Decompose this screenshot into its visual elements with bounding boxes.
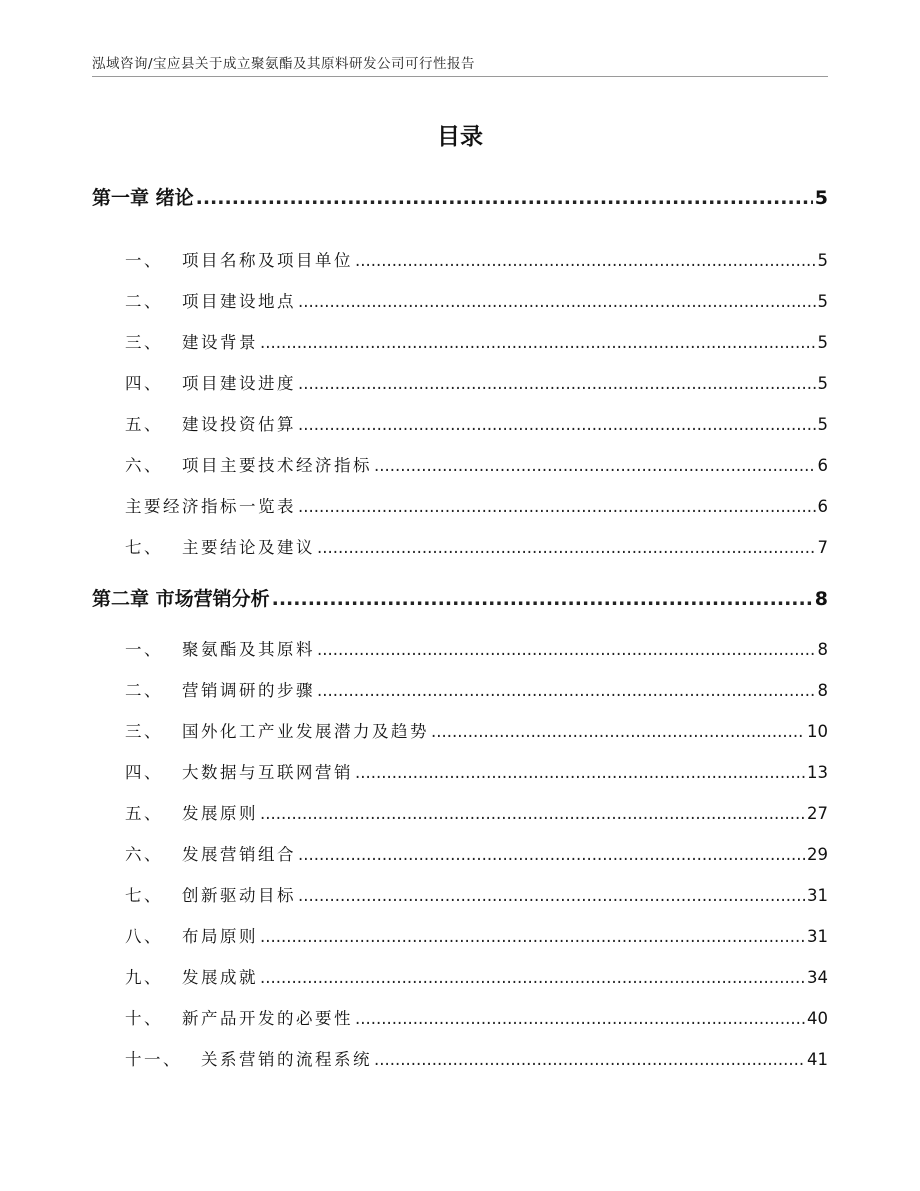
page-number: 5 bbox=[817, 333, 828, 352]
section-number: 四、 bbox=[125, 763, 163, 782]
section-number: 二、 bbox=[125, 292, 163, 311]
section-label: 国外化工产业发展潜力及趋势 bbox=[182, 722, 429, 741]
dot-leader bbox=[196, 187, 813, 209]
page-number: 31 bbox=[807, 886, 828, 905]
section-label: 发展营销组合 bbox=[182, 845, 296, 864]
section-label: 发展原则 bbox=[182, 804, 258, 823]
toc-section[interactable] bbox=[125, 493, 828, 517]
section-label: 大数据与互联网营销 bbox=[182, 763, 353, 782]
page-number: 8 bbox=[814, 588, 828, 610]
section-label: 项目主要技术经济指标 bbox=[182, 456, 372, 475]
page-number: 8 bbox=[817, 681, 828, 700]
toc-chapter-2[interactable] bbox=[92, 584, 828, 611]
page-number: 5 bbox=[814, 187, 828, 209]
dot-leader bbox=[374, 1050, 805, 1069]
section-label: 项目名称及项目单位 bbox=[182, 251, 353, 270]
section-number: 七、 bbox=[125, 886, 163, 905]
toc-section[interactable] bbox=[125, 800, 828, 824]
page-number: 34 bbox=[807, 968, 828, 987]
section-number: 七、 bbox=[125, 538, 163, 557]
section-label: 建设背景 bbox=[182, 333, 258, 352]
section-number: 九、 bbox=[125, 968, 163, 987]
dot-leader bbox=[298, 497, 816, 516]
page-number: 5 bbox=[817, 415, 828, 434]
dot-leader bbox=[298, 415, 816, 434]
section-label: 营销调研的步骤 bbox=[182, 681, 315, 700]
page-number: 13 bbox=[807, 763, 828, 782]
dot-leader bbox=[317, 538, 816, 557]
section-label: 项目建设地点 bbox=[182, 292, 296, 311]
page-number: 10 bbox=[807, 722, 828, 741]
toc-section[interactable] bbox=[125, 1046, 828, 1070]
toc-section[interactable] bbox=[125, 534, 828, 558]
toc-section[interactable] bbox=[125, 923, 828, 947]
section-number: 五、 bbox=[125, 804, 163, 823]
dot-leader bbox=[317, 640, 816, 659]
section-number: 一、 bbox=[125, 251, 163, 270]
toc-section[interactable] bbox=[125, 718, 828, 742]
toc-section[interactable] bbox=[125, 677, 828, 701]
page-number: 27 bbox=[807, 804, 828, 823]
toc-chapter-1[interactable] bbox=[92, 183, 828, 210]
dot-leader bbox=[298, 845, 805, 864]
section-number: 三、 bbox=[125, 722, 163, 741]
header-rule bbox=[92, 76, 828, 77]
toc-section[interactable] bbox=[125, 452, 828, 476]
section-label: 主要结论及建议 bbox=[182, 538, 315, 557]
section-label: 新产品开发的必要性 bbox=[182, 1009, 353, 1028]
page-number: 5 bbox=[817, 374, 828, 393]
page-number: 41 bbox=[807, 1050, 828, 1069]
section-label: 发展成就 bbox=[182, 968, 258, 987]
dot-leader bbox=[260, 968, 805, 987]
page-number: 40 bbox=[807, 1009, 828, 1028]
page-number: 29 bbox=[807, 845, 828, 864]
dot-leader bbox=[374, 456, 816, 475]
toc-section[interactable] bbox=[125, 411, 828, 435]
dot-leader bbox=[355, 1009, 805, 1028]
page-number: 6 bbox=[817, 497, 828, 516]
section-label: 主要经济指标一览表 bbox=[125, 497, 296, 516]
running-header: 泓域咨询/宝应县关于成立聚氨酯及其原料研发公司可行性报告 bbox=[92, 56, 476, 72]
page-number: 7 bbox=[817, 538, 828, 557]
section-number: 十、 bbox=[125, 1009, 163, 1028]
chapter-label: 第一章 绪论 bbox=[92, 187, 194, 209]
section-number: 十一、 bbox=[125, 1050, 182, 1069]
toc-section[interactable] bbox=[125, 964, 828, 988]
dot-leader bbox=[260, 333, 816, 352]
section-number: 二、 bbox=[125, 681, 163, 700]
page-number: 6 bbox=[817, 456, 828, 475]
section-number: 八、 bbox=[125, 927, 163, 946]
dot-leader bbox=[298, 886, 805, 905]
page-number: 5 bbox=[817, 251, 828, 270]
dot-leader bbox=[355, 763, 805, 782]
dot-leader bbox=[431, 722, 805, 741]
toc-title: 目录 bbox=[437, 124, 483, 150]
toc-section[interactable] bbox=[125, 247, 828, 271]
toc-section[interactable] bbox=[125, 841, 828, 865]
toc-section[interactable] bbox=[125, 882, 828, 906]
page-number: 8 bbox=[817, 640, 828, 659]
section-number: 三、 bbox=[125, 333, 163, 352]
toc-section[interactable] bbox=[125, 636, 828, 660]
toc-section[interactable] bbox=[125, 1005, 828, 1029]
toc-section[interactable] bbox=[125, 370, 828, 394]
toc-section[interactable] bbox=[125, 288, 828, 312]
section-number: 六、 bbox=[125, 456, 163, 475]
dot-leader bbox=[317, 681, 816, 700]
section-label: 布局原则 bbox=[182, 927, 258, 946]
section-label: 聚氨酯及其原料 bbox=[182, 640, 315, 659]
dot-leader bbox=[260, 804, 805, 823]
dot-leader bbox=[260, 927, 805, 946]
section-label: 创新驱动目标 bbox=[182, 886, 296, 905]
dot-leader bbox=[298, 292, 816, 311]
section-label: 建设投资估算 bbox=[182, 415, 296, 434]
dot-leader bbox=[298, 374, 816, 393]
page-number: 5 bbox=[817, 292, 828, 311]
section-label: 关系营销的流程系统 bbox=[201, 1050, 372, 1069]
dot-leader bbox=[355, 251, 816, 270]
page-number: 31 bbox=[807, 927, 828, 946]
chapter-label: 第二章 市场营销分析 bbox=[92, 588, 270, 610]
section-number: 四、 bbox=[125, 374, 163, 393]
section-number: 六、 bbox=[125, 845, 163, 864]
section-number: 一、 bbox=[125, 640, 163, 659]
section-number: 五、 bbox=[125, 415, 163, 434]
dot-leader bbox=[272, 588, 813, 610]
toc-section[interactable] bbox=[125, 329, 828, 353]
toc-section[interactable] bbox=[125, 759, 828, 783]
section-label: 项目建设进度 bbox=[182, 374, 296, 393]
